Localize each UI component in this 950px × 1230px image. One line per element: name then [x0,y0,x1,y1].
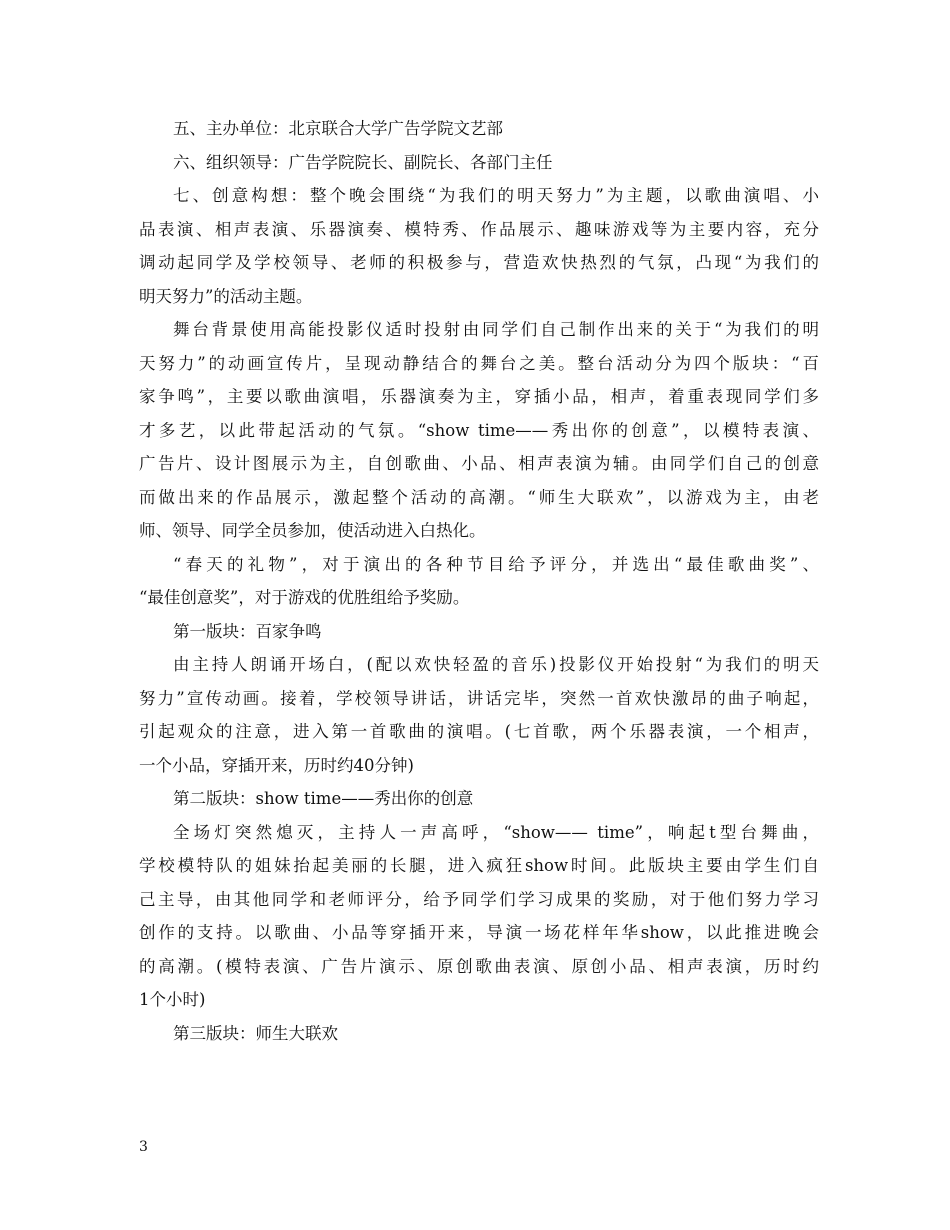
text-line: 一个小品，穿插开来，历时约40分钟) [139,756,414,775]
text-line: 师、领导、同学全员参加，使活动进入白热化。 [139,521,486,540]
text-line: 广告片、设计图展示为主，自创歌曲、小品、相声表演为辅。由同学们自己的创意 [139,454,819,473]
text-line: 努力”宣传动画。接着，学校领导讲话，讲话完毕，突然一首欢快激昂的曲子响起， [139,689,819,708]
text-line: “最佳创意奖”，对于游戏的优胜组给予奖励。 [139,588,470,607]
section-heading: 第二版块：show time——秀出你的创意 [173,789,474,808]
text-line: 明天努力”的活动主题。 [139,287,313,306]
section-heading: 第一版块：百家争鸣 [173,622,322,641]
text-line: 己主导，由其他同学和老师评分，给予同学们学习成果的奖励，对于他们努力学习 [139,890,819,909]
section-heading: 第三版块：师生大联欢 [173,1024,338,1043]
text-line: 家争鸣”，主要以歌曲演唱，乐器演奏为主，穿插小品，相声，着重表现同学们多 [139,387,819,406]
text-line: 七、创意构想：整个晚会围绕“为我们的明天努力”为主题，以歌曲演唱、小 [173,186,819,205]
text-line: 调动起同学及学校领导、老师的积极参与，营造欢快热烈的气氛，凸现“为我们的 [139,253,819,272]
text-line: 六、组织领导：广告学院院长、副院长、各部门主任 [173,153,553,172]
text-line: 而做出来的作品展示，激起整个活动的高潮。“师生大联欢”，以游戏为主，由老 [139,488,819,507]
text-line: 引起观众的注意，进入第一首歌曲的演唱。(七首歌，两个乐器表演，一个相声， [139,722,819,741]
page-number: 3 [139,1139,148,1155]
text-line: 舞台背景使用高能投影仪适时投射由同学们自己制作出来的关于“为我们的明 [173,320,819,339]
text-line: 天努力”的动画宣传片，呈现动静结合的舞台之美。整台活动分为四个版块：“百 [139,354,819,373]
text-line: 五、主办单位：北京联合大学广告学院文艺部 [173,119,503,138]
text-line: “春天的礼物”，对于演出的各种节目给予评分，并选出“最佳歌曲奖”、 [173,555,819,574]
text-line: 品表演、相声表演、乐器演奏、模特秀、作品展示、趣味游戏等为主要内容，充分 [139,220,819,239]
text-line: 学校模特队的姐妹抬起美丽的长腿，进入疯狂show时间。此版块主要由学生们自 [139,856,819,875]
text-line: 的高潮。(模特表演、广告片演示、原创歌曲表演、原创小品、相声表演，历时约 [139,957,819,976]
text-line: 才多艺，以此带起活动的气氛。“show time——秀出你的创意”，以模特表演、 [139,421,819,440]
text-line: 1个小时) [139,990,206,1009]
text-line: 全场灯突然熄灭，主持人一声高呼，“show—— time”，响起t型台舞曲， [173,823,819,842]
text-line: 由主持人朗诵开场白，(配以欢快轻盈的音乐)投影仪开始投射“为我们的明天 [173,655,819,674]
text-line: 创作的支持。以歌曲、小品等穿插开来，导演一场花样年华show，以此推进晚会 [139,923,819,942]
